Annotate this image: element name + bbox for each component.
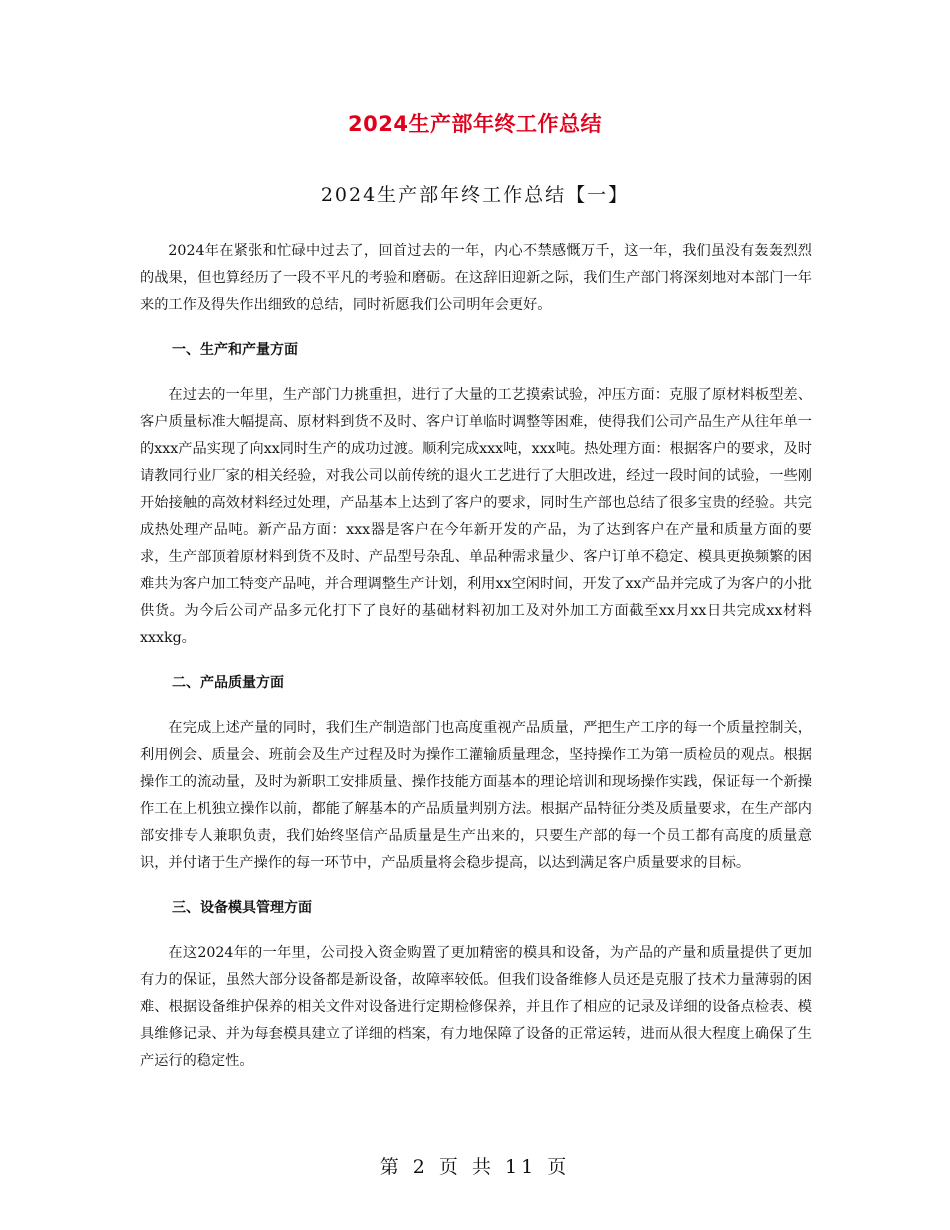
section-heading: 一、生产和产量方面: [172, 342, 298, 358]
section-paragraph: 在过去的一年里，生产部门力挑重担，进行了大量的工艺摸索试验，冲压方面：克服了原材料板型差、客户质量标准大幅提高、原材料到货不及时、客户订单临时调整等困难，使得我们公司产品生产从往年单一的xxx产品实现了向xx同时生产的成功过渡。顺利完成xxx吨，xxx吨。热处理方面：根据客户的要求，及时请教同行业厂家的相关经验，对我公司以前传统的退火工艺进行了大胆改进，经过一段时间的试验，一些刚开始接触的高效材料经过处理，产品基本上达到了客户的要求，同时生产部也总结了很多宝贵的经验。共完成热处理产品吨。新产品方面：xxx器是客户在今年新开发的产品，为了达到客户在产量和质量方面的要求，生产部顶着原材料到货不及时、产品型号杂乱、单品种需求量少、客户订单不稳定、模具更换频繁的困难共为客户加工特变产品吨，并合理调整生产计划，利用xx空闲时间，开发了xx产品并完成了为客户的小批供货。为今后公司产品多元化打下了良好的基础材料初加工及对外加工方面截至xx月xx日共完成xx材料xxxkg。: [140, 387, 812, 646]
document-body: [140, 238, 812, 1075]
section-heading: 二、产品质量方面: [172, 675, 284, 691]
intro-paragraph: 2024年在紧张和忙碌中过去了，回首过去的一年，内心不禁感慨万千，这一年，我们虽没有轰轰烈烈的战果，但也算经历了一段不平凡的考验和磨砺。在这辞旧迎新之际，我们生产部门将深刻地对本部门一年来的工作及得失作出细致的总结，同时祈愿我们公司明年会更好。: [140, 243, 812, 313]
document-subtitle: 2024生产部年终工作总结【一】: [320, 184, 630, 206]
document-title: 2024生产部年终工作总结: [348, 112, 602, 136]
section-paragraph: 在完成上述产量的同时，我们生产制造部门也高度重视产品质量，严把生产工序的每一个质量控制关，利用例会、质量会、班前会及生产过程及时为操作工灌输质量理念，坚持操作工为第一质检员的观点。根据操作工的流动量，及时为新职工安排质量、操作技能方面基本的理论培训和现场操作实践，保证每一个新操作工在上机独立操作以前，都能了解基本的产品质量判别方法。根据产品特征分类及质量要求，在生产部内部安排专人兼职负责，我们始终坚信产品质量是生产出来的，只要生产部的每一个员工都有高度的质量意识，并付诸于生产操作的每一环节中，产品质量将会稳步提高，以达到满足客户质量要求的目标。: [140, 720, 812, 871]
section-equipment: [140, 895, 812, 1075]
section-heading: 三、设备模具管理方面: [172, 900, 312, 916]
section-quality: [140, 670, 812, 877]
section-paragraph: 在这2024年的一年里，公司投入资金购置了更加精密的模具和设备，为产品的产量和质量提供了更加有力的保证，虽然大部分设备都是新设备，故障率较低。但我们设备维修人员还是克服了技术力量薄弱的困难、根据设备维护保养的相关文件对设备进行定期检修保养，并且作了相应的记录及详细的设备点检表、模具维修记录、并为每套模具建立了详细的档案，有力地保障了设备的正常运转，进而从很大程度上确保了生产运行的稳定性。: [140, 945, 812, 1069]
section-production: [140, 337, 812, 652]
page-number-footer: 第 2 页 共 11 页: [379, 1156, 571, 1178]
